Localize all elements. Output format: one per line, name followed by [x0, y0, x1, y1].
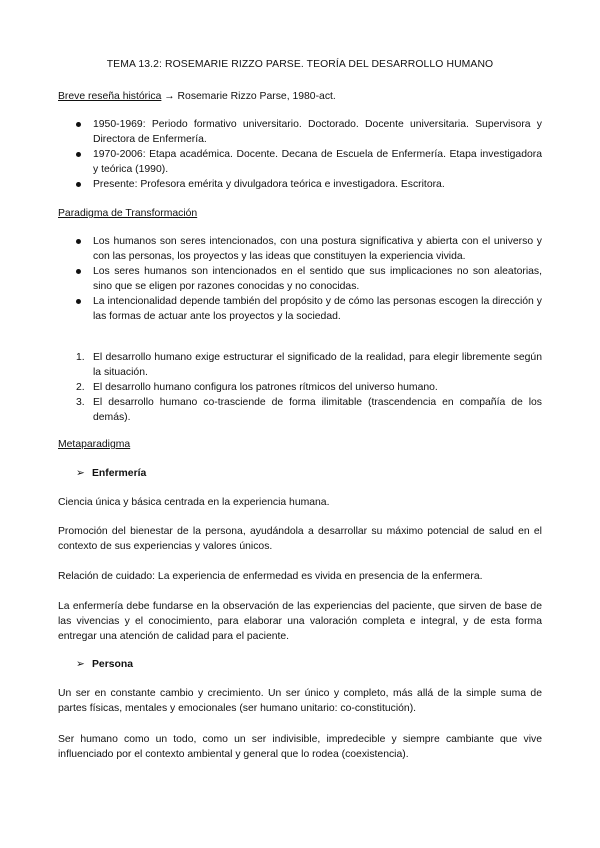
nursing-paragraph: La enfermería debe fundarse en la observación de las experiencias del paciente, que sirven de base de las vivencias y el conocimiento, para elaborar una valoración completa e integral, y de esta forma entregar una atención de calidad para el paciente.	[58, 601, 542, 642]
list-item	[58, 350, 542, 380]
person-subheading	[76, 657, 133, 672]
arrow-bullet-icon: ➢	[76, 659, 85, 670]
list-item	[58, 395, 542, 425]
list-item: Los humanos son seres intencionados, con una postura significativa y abierta con el universo y con las personas, los proyectos y las ideas que constituyen la experiencia vivida.	[58, 234, 542, 264]
nursing-paragraph: Relación de cuidado: La experiencia de enfermedad es vivida en presencia de la enfermera.	[58, 571, 483, 582]
nursing-paragraph: Ciencia única y básica centrada en la experiencia humana.	[58, 497, 330, 508]
list-item: 1950-1969: Periodo formativo universitario. Doctorado. Docente universitaria. Supervisora y Directora de Enfermería.	[58, 117, 542, 147]
list-item: La intencionalidad depende también del propósito y de cómo las personas escogen la dirección y las formas de actuar ante los proyectos y la sociedad.	[58, 294, 542, 324]
list-number: 2.	[76, 382, 85, 393]
list-text: El desarrollo humano configura los patrones rítmicos del universo humano.	[93, 382, 438, 393]
person-paragraph: Ser humano como un todo, como un ser indivisible, impredecible y siempre cambiante que vive influenciado por el contexto ambiental y general que lo rodea (coexistencia).	[58, 734, 542, 760]
list-item: 1970-2006: Etapa académica. Docente. Decana de Escuela de Enfermería. Etapa investigadora y teórica (1990).	[58, 147, 542, 177]
page-title: TEMA 13.2: ROSEMARIE RIZZO PARSE. TEORÍA DEL DESARROLLO HUMANO	[106, 59, 494, 70]
list-text: El desarrollo humano exige estructurar el significado de la realidad, para elegir libremente según la situación.	[93, 352, 542, 378]
list-item	[58, 380, 542, 395]
list-number: 1.	[76, 352, 85, 363]
list-number: 3.	[76, 397, 85, 408]
history-heading: Breve reseña histórica	[58, 91, 162, 102]
list-text: El desarrollo humano co-trasciende de forma ilimitable (trascendencia en compañía de los demás).	[93, 397, 542, 423]
nursing-label: Enfermería	[92, 468, 147, 479]
nursing-paragraph: Promoción del bienestar de la persona, ayudándola a desarrollar su máximo potencial de salud en el contexto de sus experiencias y valores únicos.	[58, 526, 542, 552]
arrow-bullet-icon: ➢	[76, 468, 85, 479]
person-label: Persona	[92, 659, 134, 670]
paradigm-heading: Paradigma de Transformación	[58, 208, 198, 219]
list-item: Presente: Profesora emérita y divulgadora teórica e investigadora. Escritora.	[58, 177, 542, 192]
nursing-subheading	[76, 466, 146, 481]
metaparadigm-heading: Metaparadigma	[58, 439, 131, 450]
history-arrow-text: → Rosemarie Rizzo Parse, 1980-act.	[161, 91, 336, 102]
history-list	[58, 117, 542, 192]
paradigm-bullet-list	[58, 234, 542, 324]
person-paragraph: Un ser en constante cambio y crecimiento. Un ser único y completo, más allá de la simple suma de partes físicas, mentales y emocionales (ser humano unitario: co-constitución).	[58, 688, 542, 714]
paradigm-numbered-list	[58, 350, 542, 425]
history-heading-line	[58, 89, 542, 104]
list-item: Los seres humanos son intencionados en el sentido que sus implicaciones no son aleatorias, sino que se eligen por razones conocidas y no conocidas.	[58, 264, 542, 294]
